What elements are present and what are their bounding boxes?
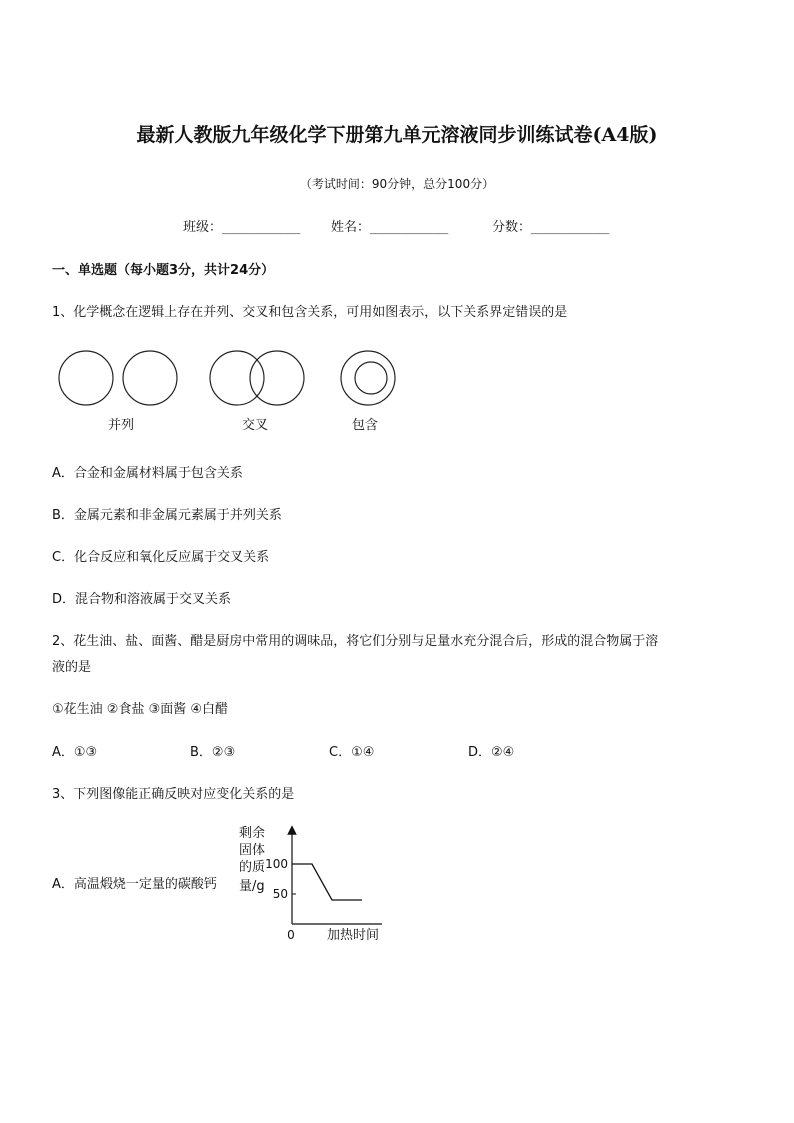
exam-subtitle: （考试时间：90分钟，总分100分） bbox=[299, 177, 495, 191]
tick-label-100: 100 bbox=[265, 857, 288, 871]
tick-label-50: 50 bbox=[272, 887, 288, 901]
origin-label: 0 bbox=[287, 928, 295, 942]
section-heading: 一、单选题（每小题3分，共计24分） bbox=[52, 263, 275, 278]
q1-option-a: A．合金和金属材料属于包含关系 bbox=[52, 466, 243, 481]
intersect-circle-left bbox=[210, 351, 264, 405]
parallel-circle-left bbox=[59, 351, 113, 405]
score-field bbox=[492, 216, 609, 235]
q1-relationship-diagram bbox=[50, 340, 410, 440]
q2-option-c: C．①④ bbox=[329, 745, 375, 760]
parallel-circle-right bbox=[123, 351, 177, 405]
y-axis-label-line2: 固体 bbox=[239, 843, 266, 858]
q3-option-a: A．高温煅烧一定量的碳酸钙 bbox=[52, 877, 217, 892]
label-parallel: 并列 bbox=[107, 418, 135, 433]
score-label: 分数： bbox=[492, 220, 532, 235]
q1-option-d: D．混合物和溶液属于交叉关系 bbox=[52, 592, 232, 607]
label-contain: 包含 bbox=[351, 418, 379, 433]
contain-circle-inner bbox=[355, 362, 387, 394]
name-field bbox=[331, 216, 448, 235]
q2-stem-line1: 2、花生油、盐、面酱、醋是厨房中常用的调味品，将它们分别与足量水充分混合后，形成的混合物属于溶 bbox=[52, 634, 659, 649]
intersect-circle-right bbox=[250, 351, 304, 405]
score-blank: __________ bbox=[531, 220, 610, 235]
exam-title: 最新人教版九年级化学下册第九单元溶液同步训练试卷(A4版) bbox=[136, 124, 658, 146]
class-field bbox=[183, 216, 300, 235]
y-axis-label-line4: 量/g bbox=[239, 879, 265, 894]
q3-graph bbox=[232, 820, 392, 945]
q2-items: ①花生油 ②食盐 ③面酱 ④白醋 bbox=[52, 702, 229, 717]
q2-option-a: A．①③ bbox=[52, 745, 98, 760]
q1-option-c: C．化合反应和氧化反应属于交叉关系 bbox=[52, 550, 270, 565]
q2-stem-line2: 液的是 bbox=[52, 660, 92, 675]
x-axis-label: 加热时间 bbox=[326, 928, 380, 943]
q3-stem: 3、下列图像能正确反映对应变化关系的是 bbox=[52, 787, 295, 802]
q1-option-b: B．金属元素和非金属元素属于并列关系 bbox=[52, 508, 282, 523]
class-label: 班级： bbox=[183, 220, 223, 235]
y-axis-label-line1: 剩余 bbox=[239, 826, 266, 841]
y-axis-label-line3: 的质 bbox=[239, 860, 266, 875]
q2-option-b: B．②③ bbox=[190, 745, 236, 760]
name-label: 姓名： bbox=[331, 220, 371, 235]
q1-stem: 1、化学概念在逻辑上存在并列、交叉和包含关系，可用如图表示，以下关系界定错误的是 bbox=[52, 305, 568, 320]
q2-option-d: D．②④ bbox=[468, 745, 515, 760]
class-blank: __________ bbox=[222, 220, 301, 235]
label-intersect: 交叉 bbox=[241, 418, 269, 433]
mass-curve bbox=[292, 864, 362, 900]
name-blank: __________ bbox=[370, 220, 449, 235]
